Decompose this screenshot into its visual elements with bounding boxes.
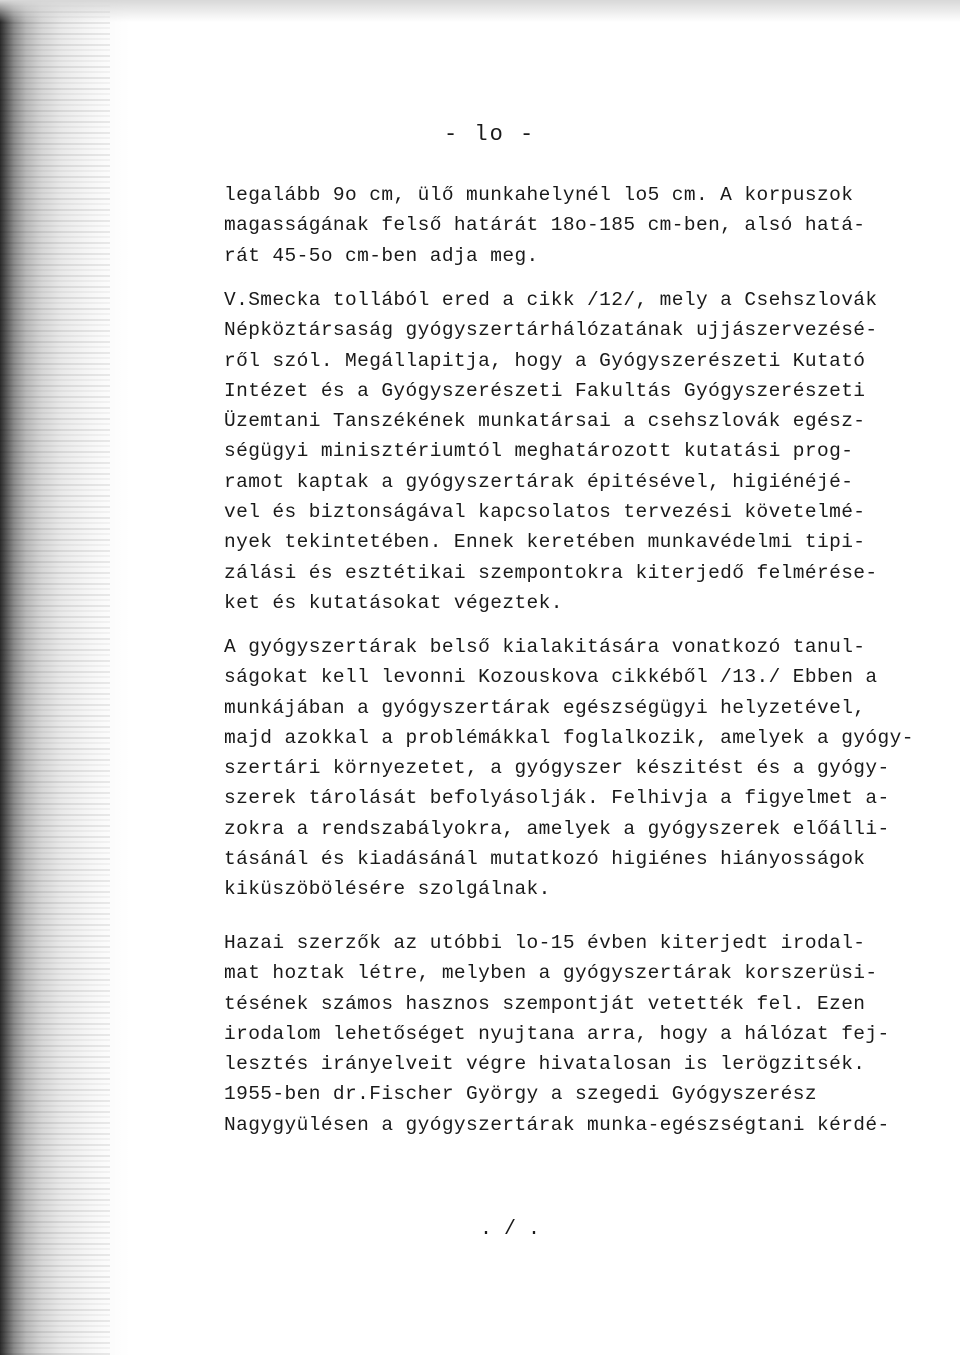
scan-edge-texture (0, 0, 110, 1355)
text-line: zálási és esztétikai szempontokra kiterjedő felmérése- (224, 561, 878, 584)
paragraph-2 (224, 285, 914, 618)
text-line: mat hoztak létre, melyben a gyógyszertárak korszerüsi- (224, 962, 878, 985)
text-line: ket és kutatásokat végeztek. (224, 591, 563, 614)
paragraph-1 (224, 180, 914, 271)
text-line: szerek tárolását befolyásolják. Felhivja a figyelmet a- (224, 787, 890, 810)
text-line: A gyógyszertárak belső kialakitására vonatkozó tanul- (224, 636, 866, 658)
scan-top-shade (0, 0, 960, 22)
text-line: ramot kaptak a gyógyszertárak épitésével, higiénéjé- (224, 470, 854, 493)
text-line: tésének számos hasznos szempontját vetették fel. Ezen (224, 992, 866, 1015)
text-line: kiküszöbölésére szolgálnak. (224, 878, 551, 901)
text-line: legalább 9o cm, ülő munkahelynél lo5 cm. A korpuszok (224, 184, 854, 206)
text-line: ről szól. Megállapitja, hogy a Gyógyszerészeti Kutató (224, 349, 866, 372)
continuation-mark: . / . (480, 1218, 541, 1241)
text-line: munkájában a gyógyszertárak egészségügyi helyzetével, (224, 696, 866, 719)
text-line: rát 45-5o cm-ben adja meg. (224, 244, 539, 267)
text-line: tásánál és kiadásánál mutatkozó higiénes hiányosságok (224, 848, 866, 871)
text-line: Intézet és a Gyógyszerészeti Fakultás Gyógyszerészeti (224, 379, 866, 402)
paragraph-4 (224, 928, 914, 1140)
text-line: szertári környezetet, a gyógyszer készitést és a gyógy- (224, 757, 890, 780)
text-line: irodalom lehetőséget nyujtana arra, hogy a hálózat fej- (224, 1022, 890, 1045)
text-line: Hazai szerzők az utóbbi lo-15 évben kiterjedt irodal- (224, 932, 866, 954)
page-number: - lo - (444, 122, 536, 147)
text-line: nyek tekintetében. Ennek keretében munkavédelmi tipi- (224, 531, 866, 554)
text-line: ségügyi minisztériumtól meghatározott kutatási prog- (224, 440, 854, 463)
text-line: lesztés irányelveit végre hivatalosan is lerögzitsék. (224, 1053, 866, 1076)
text-line: majd azokkal a problémákkal foglalkozik, amelyek a gyógy- (224, 726, 914, 749)
text-line: vel és biztonságával kapcsolatos tervezési követelmé- (224, 501, 866, 524)
paragraph-3 (224, 632, 914, 905)
text-line: Nagygyülésen a gyógyszertárak munka-egészségtani kérdé- (224, 1113, 890, 1136)
text-line: Népköztársaság gyógyszertárhálózatának ujjászervezésé- (224, 319, 878, 342)
text-line: V.Smecka tollából ered a cikk /12/, mely a Csehszlovák (224, 289, 878, 311)
text-line: ságokat kell levonni Kozouskova cikkéből /13./ Ebben a (224, 666, 878, 689)
text-line: 1955-ben dr.Fischer György a szegedi Gyógyszerész (224, 1083, 817, 1106)
text-line: magasságának felső határát 18o-185 cm-ben, alsó hatá- (224, 214, 866, 237)
text-line: zokra a rendszabályokra, amelyek a gyógyszerek előálli- (224, 817, 890, 840)
text-line: Üzemtani Tanszékének munkatársai a csehszlovák egész- (224, 410, 866, 433)
